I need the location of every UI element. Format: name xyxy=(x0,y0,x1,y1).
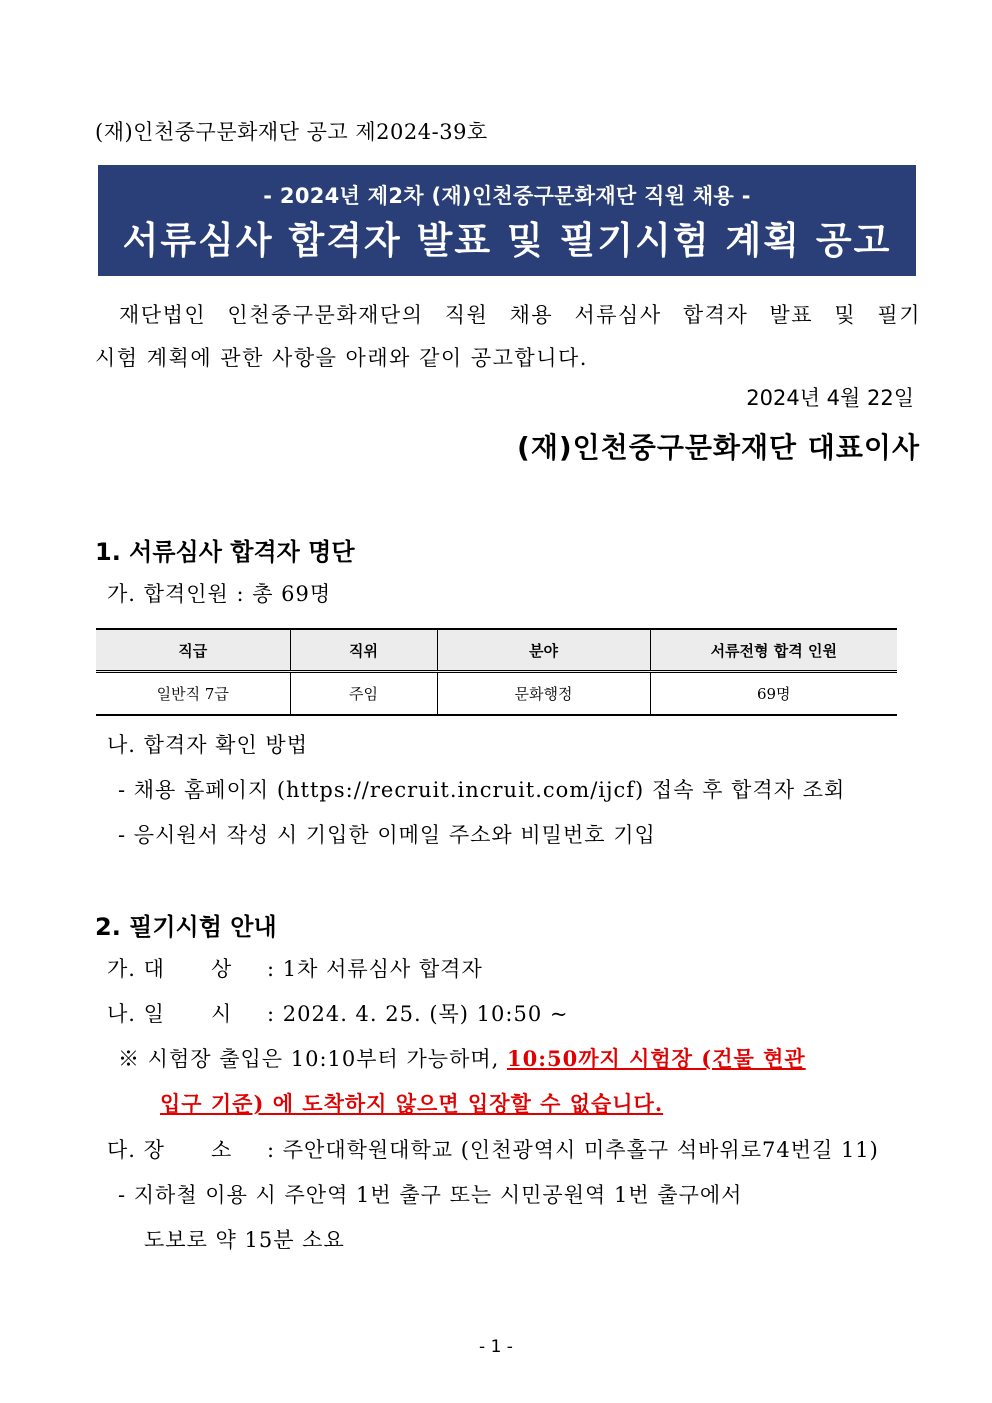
section-1-heading: 1. 서류심사 합격자 명단 xyxy=(95,538,355,566)
table-cell: 일반직 7급 xyxy=(96,672,290,716)
exam-note-warning-2: 입구 기준) 에 도착하지 않으면 입장할 수 없습니다. xyxy=(160,1091,664,1116)
exam-place-value: : 주안대학원대학교 (인천광역시 미추홀구 석바위로74번길 11) xyxy=(267,1138,879,1162)
table-cell: 문화행정 xyxy=(437,672,650,716)
subway-line-2: 도보로 약 15분 소요 xyxy=(144,1228,345,1252)
section-1-item-ga: 가. 합격인원 : 총 69명 xyxy=(107,582,332,606)
confirm-method-bullet-1: - 채용 홈페이지 (https://recruit.incruit.com/ijcf) 접속 후 합격자 조회 xyxy=(118,778,846,802)
exam-note-warning-1: 10:50까지 시험장 (건물 현관 xyxy=(507,1046,806,1071)
table-cell: 주임 xyxy=(290,672,437,716)
intro-paragraph xyxy=(95,294,921,380)
exam-time-value: : 2024. 4. 25. (목) 10:50 ~ xyxy=(267,1002,569,1026)
table-header-count: 서류전형 합격 인원 xyxy=(650,629,897,672)
section-2-heading: 2. 필기시험 안내 xyxy=(95,913,277,941)
intro-line-1: 재단법인 인천중구문화재단의 직원 채용 서류심사 합격자 발표 및 필기 xyxy=(119,303,921,327)
confirm-method-bullet-2: - 응시원서 작성 시 기입한 이메일 주소와 비밀번호 기입 xyxy=(118,823,656,847)
passers-table xyxy=(96,628,897,716)
notice-date: 2024년 4월 22일 xyxy=(746,386,914,410)
exam-note-line-2 xyxy=(160,1088,663,1118)
exam-note-line-1 xyxy=(118,1043,806,1073)
table-header-row xyxy=(96,629,897,672)
banner-subtitle: - 2024년 제2차 (재)인천중구문화재단 직원 채용 - xyxy=(263,184,751,208)
exam-note-prefix: ※ 시험장 출입은 10:10부터 가능하며, xyxy=(118,1047,500,1071)
exam-time-label: 나. 일 시 xyxy=(107,1002,233,1026)
table-header-grade: 직급 xyxy=(96,629,290,672)
exam-place-label: 다. 장 소 xyxy=(107,1138,233,1162)
notice-number: (재)인천중구문화재단 공고 제2024-39호 xyxy=(95,120,488,144)
exam-target-label: 가. 대 상 xyxy=(107,957,233,981)
exam-target-value: : 1차 서류심사 합격자 xyxy=(267,957,483,981)
intro-line-2: 시험 계획에 관한 사항을 아래와 같이 공고합니다. xyxy=(95,346,588,370)
table-header-field: 분야 xyxy=(437,629,650,672)
issuer: (재)인천중구문화재단 대표이사 xyxy=(517,431,920,464)
table-cell: 69명 xyxy=(650,672,897,716)
table-header-position: 직위 xyxy=(290,629,437,672)
title-banner xyxy=(98,165,916,276)
page-number: - 1 - xyxy=(479,1337,513,1357)
banner-title: 서류심사 합격자 발표 및 필기시험 계획 공고 xyxy=(122,219,892,262)
exam-time xyxy=(107,998,568,1028)
subway-line-1: - 지하철 이용 시 주안역 1번 출구 또는 시민공원역 1번 출구에서 xyxy=(118,1183,743,1207)
exam-target xyxy=(107,953,483,983)
table-row xyxy=(96,672,897,716)
exam-place xyxy=(107,1134,879,1164)
section-1-item-na: 나. 합격자 확인 방법 xyxy=(107,733,308,757)
